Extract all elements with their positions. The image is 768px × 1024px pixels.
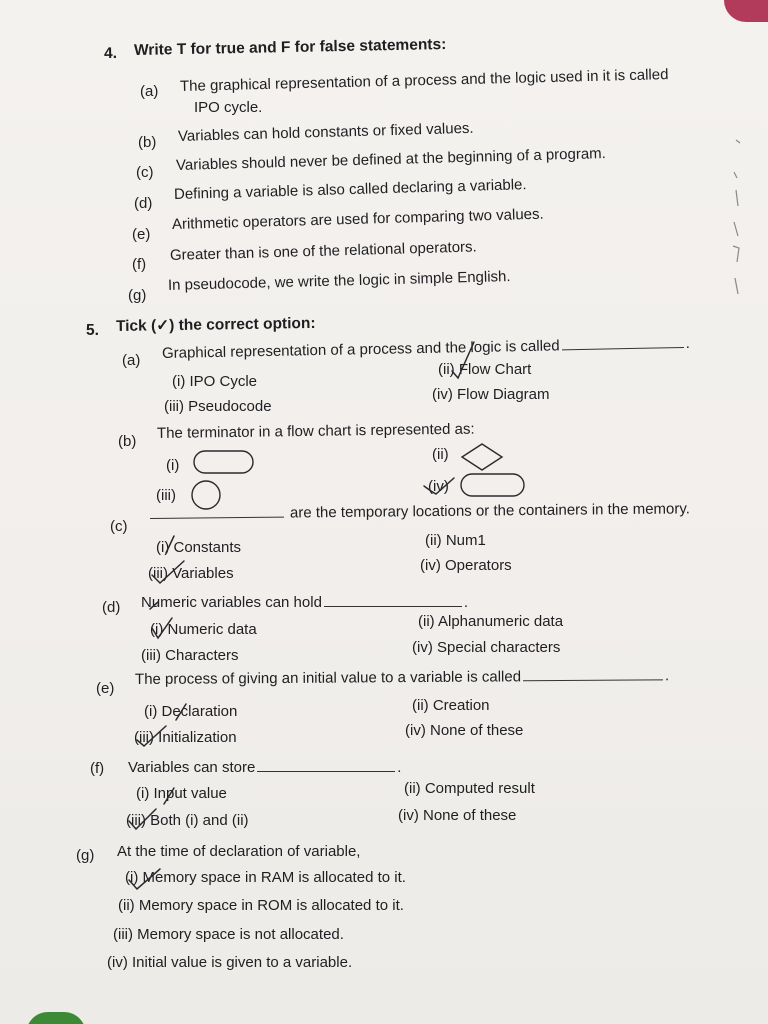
- q5c-question: are the temporary locations or the containers in the memory.: [148, 500, 690, 524]
- q5c-option-3: (iii) Variables: [148, 565, 234, 582]
- q4-g-label: (g): [128, 287, 147, 304]
- rounded-rectangle-icon: [461, 474, 524, 496]
- q5-number: 5.: [86, 322, 99, 339]
- q5f-option-3: (iii) Both (i) and (ii): [126, 812, 249, 829]
- q5e-option-4: (iv) None of these: [405, 722, 524, 739]
- q5d-question: Numeric variables can hold .: [141, 594, 469, 611]
- q5c-option-1: (i) Constants: [156, 539, 242, 556]
- q5a-option-3: (iii) Pseudocode: [164, 398, 272, 415]
- q4-f-text: Greater than is one of the relational operators.: [169, 238, 477, 264]
- q5d-option-2: (ii) Alphanumeric data: [418, 613, 564, 630]
- q4-c-label: (c): [136, 164, 154, 181]
- margin-mark-icon: [734, 222, 738, 236]
- q5b-option-4: (iv): [428, 478, 449, 495]
- margin-mark-icon: [733, 246, 739, 262]
- page-corner-tab: [724, 0, 768, 22]
- q5a-option-2: (ii) Flow Chart: [438, 361, 532, 378]
- q5b-option-2: (ii): [432, 446, 449, 463]
- q5a-option-4: (iv) Flow Diagram: [432, 386, 550, 403]
- q4-g-text: In pseudocode, we write the logic in simple English.: [167, 268, 511, 294]
- q5c-blank: [150, 517, 284, 519]
- q5f-label: (f): [90, 760, 105, 777]
- q5e-option-2: (ii) Creation: [412, 697, 490, 714]
- margin-mark-icon: [735, 278, 738, 294]
- q4-number: 4.: [103, 44, 118, 63]
- q5d-option-3: (iii) Characters: [141, 647, 239, 664]
- q4-c-text: Variables should never be defined at the beginning of a program.: [175, 144, 607, 174]
- q5f-blank: [257, 771, 395, 772]
- q5f-option-4: (iv) None of these: [398, 807, 517, 824]
- q4-a-text: The graphical representation of a process and the logic used in it is called: [179, 66, 669, 95]
- q5f-option-2: (ii) Computed result: [404, 780, 535, 797]
- q5d-option-4: (iv) Special characters: [412, 639, 561, 656]
- q4-e-label: (e): [132, 226, 151, 243]
- q5b-option-3: (iii): [156, 487, 176, 504]
- q5a-blank: [562, 347, 684, 350]
- q5d-label: (d): [102, 599, 121, 616]
- q5e-question: The process of giving an initial value to a variable is called .: [134, 667, 670, 688]
- q5c-label: (c): [110, 518, 128, 535]
- margin-mark-icon: [736, 190, 738, 206]
- q4-a-text-cont: IPO cycle.: [194, 99, 263, 116]
- q5e-option-3: (iii) Initialization: [134, 729, 237, 746]
- q5e-option-1: (i) Declaration: [144, 703, 238, 720]
- q5a-option-1: (i) IPO Cycle: [172, 373, 258, 390]
- q4-f-label: (f): [132, 256, 147, 273]
- q5b-question: The terminator in a flow chart is represented as:: [156, 420, 475, 442]
- leaf-decoration: [26, 1012, 86, 1024]
- q4-b-label: (b): [138, 134, 157, 151]
- q4-e-text: Arithmetic operators are used for comparing two values.: [171, 205, 544, 233]
- q4-d-text: Defining a variable is also called declaring a variable.: [173, 176, 527, 203]
- q5a-question: Graphical representation of a process and the logic is called .: [161, 334, 690, 362]
- q4-d-label: (d): [134, 195, 153, 212]
- q5d-option-1: (i) Numeric data: [150, 621, 257, 638]
- q5c-option-4: (iv) Operators: [420, 557, 512, 574]
- q4-b-text: Variables can hold constants or fixed values.: [177, 119, 474, 145]
- q5-title: Tick (✓) the correct option:: [115, 314, 316, 335]
- q5g-label: (g): [76, 847, 95, 864]
- q5b-label: (b): [118, 433, 137, 450]
- q5g-option-1: (i) Memory space in RAM is allocated to it.: [125, 869, 406, 886]
- margin-mark-icon: [736, 140, 740, 143]
- q4-title: Write T for true and F for false statements:: [133, 36, 447, 59]
- decision-diamond-icon: [462, 444, 502, 470]
- q5e-blank: [523, 679, 663, 681]
- q5c-option-2: (ii) Num1: [425, 532, 486, 549]
- margin-mark-icon: [734, 172, 737, 178]
- q5a-label: (a): [122, 352, 141, 369]
- q5g-option-4: (iv) Initial value is given to a variable.: [107, 954, 353, 971]
- q5f-question: Variables can store .: [128, 759, 402, 776]
- terminator-shape-icon: [194, 451, 253, 473]
- q5d-blank: [324, 606, 462, 607]
- q5e-label: (e): [96, 680, 115, 697]
- margin-marks: [733, 140, 740, 294]
- q5g-option-2: (ii) Memory space in ROM is allocated to it.: [118, 897, 404, 914]
- q5b-option-1: (i): [166, 457, 180, 474]
- q5f-option-1: (i) Input value: [136, 785, 227, 802]
- q4-a-label: (a): [140, 83, 159, 100]
- q5g-option-3: (iii) Memory space is not allocated.: [113, 926, 344, 943]
- q5g-question: At the time of declaration of variable,: [117, 843, 361, 860]
